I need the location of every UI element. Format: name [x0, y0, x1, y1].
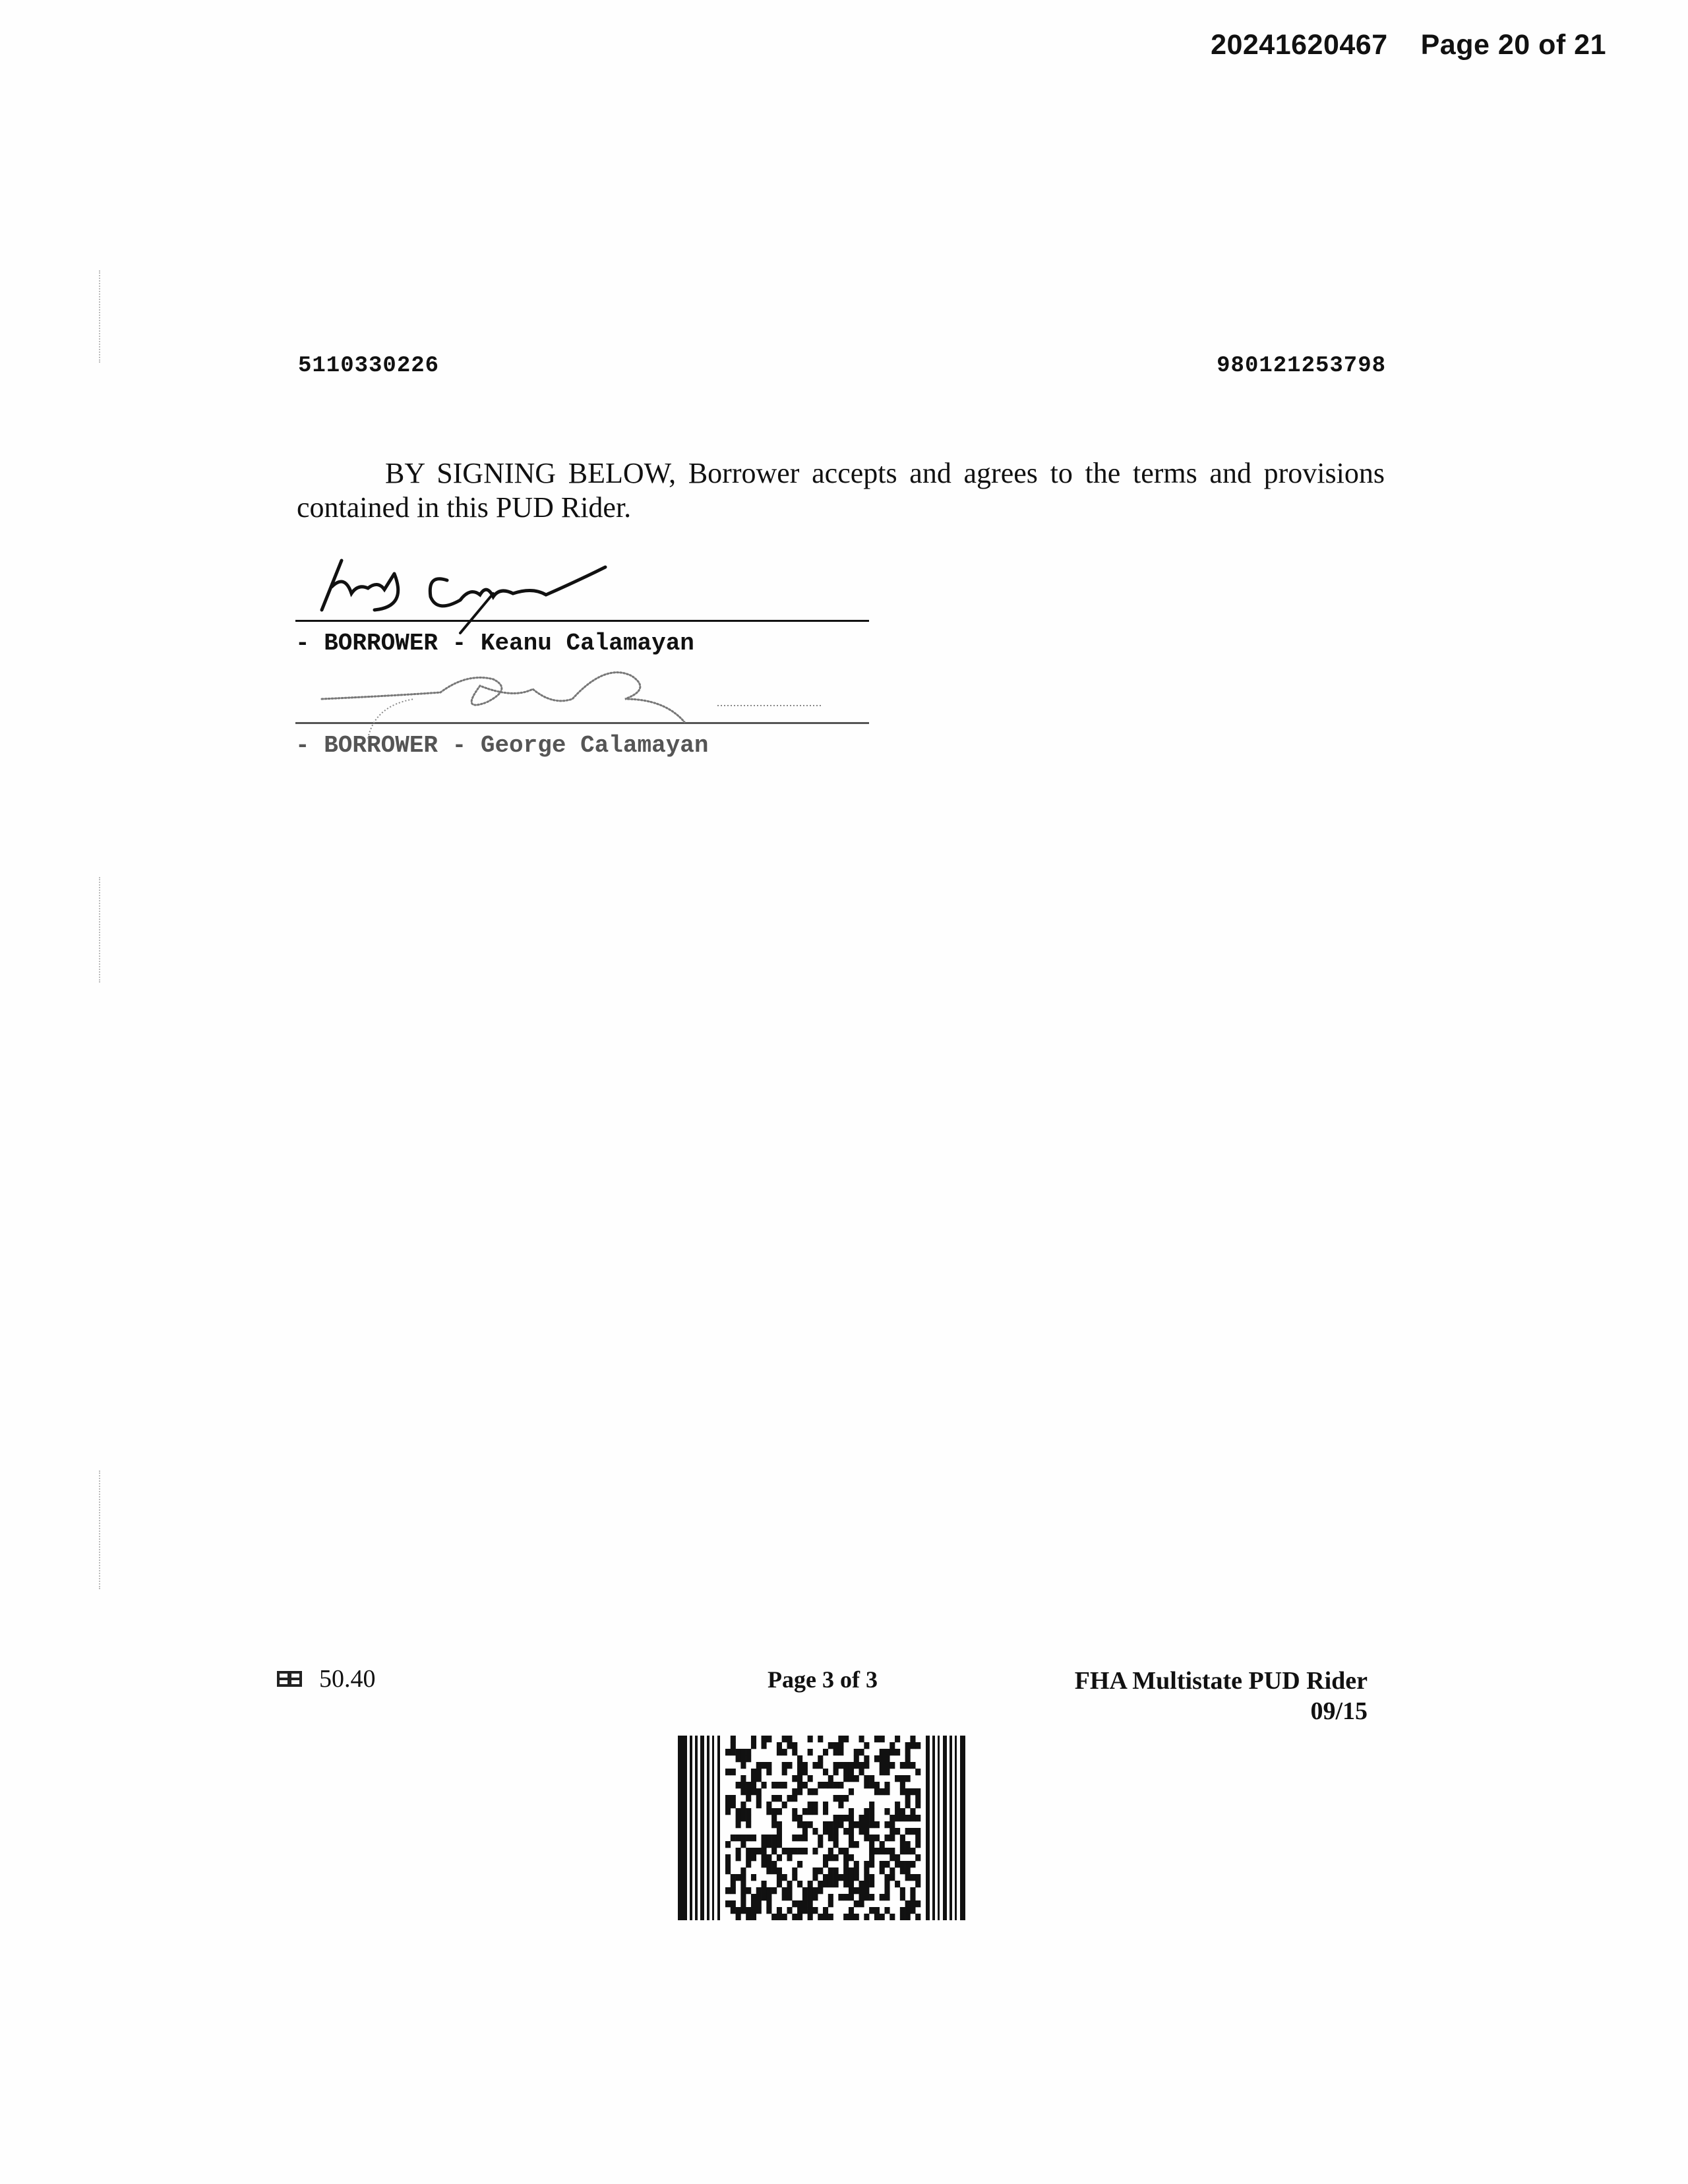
form-logo-icon — [277, 1671, 302, 1687]
signature-block-borrower-1 — [295, 547, 869, 657]
recording-header — [1211, 29, 1606, 61]
signature-block-borrower-2 — [295, 659, 869, 759]
form-date: 09/15 — [1310, 1697, 1368, 1725]
pdf417-barcode — [678, 1736, 968, 1920]
signature-line — [295, 620, 869, 622]
signing-statement — [297, 456, 1385, 525]
scan-artifact — [99, 877, 103, 983]
signing-statement-text: BY SIGNING BELOW, Borrower accepts and agrees to the terms and provisions contained in this PUD Rider. — [297, 457, 1385, 524]
signature-caption: - BORROWER - Keanu Calamayan — [295, 630, 694, 657]
form-code-text: 50.40 — [319, 1665, 376, 1693]
form-title-block — [1075, 1666, 1368, 1726]
form-code — [277, 1664, 376, 1693]
scan-artifact — [99, 270, 103, 363]
handwritten-signature — [295, 659, 869, 732]
min-number: 980121253798 — [1217, 353, 1386, 379]
page-of: Page 3 of 3 — [768, 1666, 878, 1693]
signature-caption: - BORROWER - George Calamayan — [295, 732, 709, 759]
document-number: 20241620467 — [1211, 29, 1388, 61]
handwritten-signature — [295, 547, 869, 620]
scan-artifact — [99, 1471, 103, 1589]
page-label: Page 20 of 21 — [1420, 29, 1606, 61]
form-title: FHA Multistate PUD Rider — [1074, 1667, 1368, 1695]
loan-number: 5110330226 — [298, 353, 440, 379]
